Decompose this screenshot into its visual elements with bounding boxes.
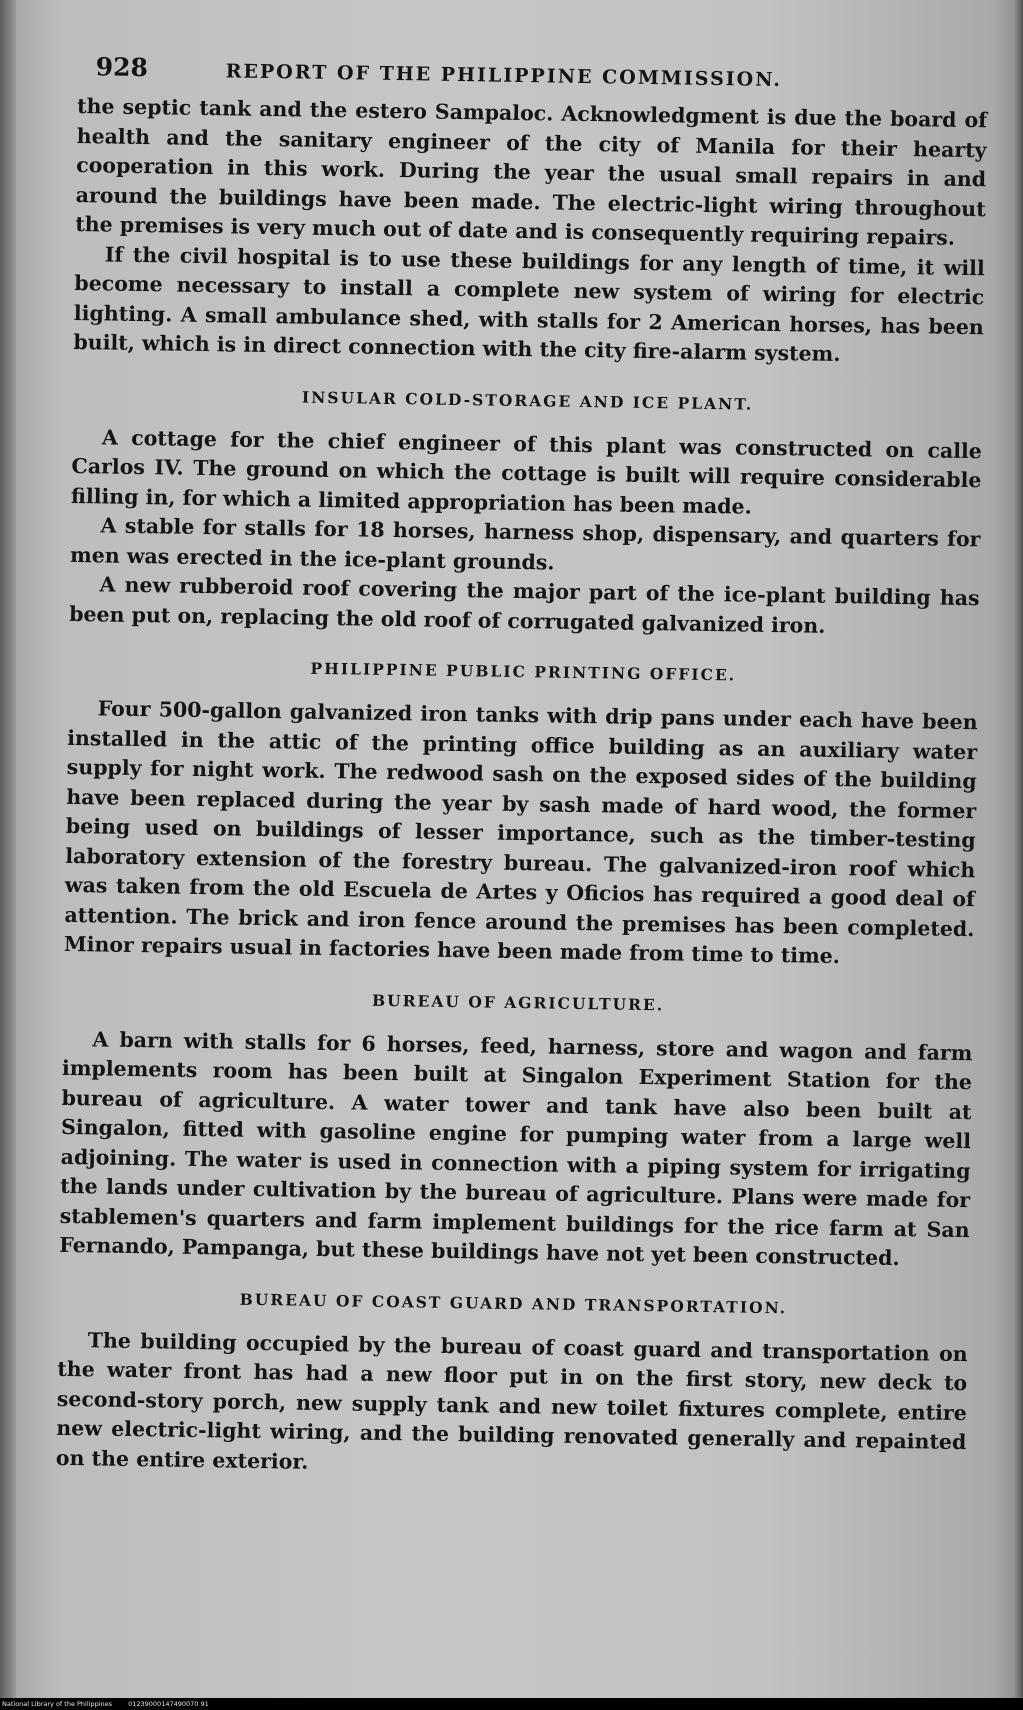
coast-guard-paragraph-1: The building occupied by the bureau of coast guard and transportation on the water front has had a new floor put in on the first story, new deck to second-story porch, new supply tank and new toilet fixtures complete, entire new electric-light wiring, and the building renovated generally and repainted on the entire exterior. xyxy=(55,1327,968,1474)
agriculture-paragraph-1: A barn with stalls for 6 horses, feed, harness, store and wagon and farm implements room has been built at Singalon Experiment Station for the bureau of agriculture. A water tower and tank have also been built at Singalon, fitted with gasoline engine for pumping water from a large well adjoining. The water is used in connection with a piping system for irrigating the lands under cultivation by the bureau of agriculture. Plans were made for stablemen's quarters and farm implement buildings for the rice farm at San Fernando, Pampanga, but these buildings have not yet been constructed. xyxy=(59,1026,973,1271)
intro-paragraph-2: If the civil hospital is to use these buildings for any length of time, it will become necessary to install a complete new system of wiring for electric lighting. A small ambulance shed, with stalls for 2 American horses, has been built, which is in direct connection with the city fire-alarm system. xyxy=(73,241,985,367)
intro-paragraph-1: the septic tank and the estero Sampaloc. Acknowledgment is due the board of health and the sanitary engineer of the city of Manila for their hearty cooperation in this work. During the year the usual small repairs in and around the buildings have been made. The electric-light wiring throughout the premises is very much out of date and is consequently requiring repairs. xyxy=(75,93,988,250)
cold-storage-paragraph-2: A stable for stalls for 18 horses, harness shop, dispensary, and quarters for men was erected in the ice-plant grounds. xyxy=(69,513,981,575)
page-edge-left xyxy=(0,0,16,1698)
footer-library: National Library of the Philippines xyxy=(2,1700,113,1708)
section-heading-cold-storage: INSULAR COLD-STORAGE AND ICE PLANT. xyxy=(301,387,754,414)
footer-code: 01239000147490070 91 xyxy=(128,1700,209,1708)
section-heading-printing: PHILIPPINE PUBLIC PRINTING OFFICE. xyxy=(310,658,737,685)
cold-storage-paragraph-3: A new rubberoid roof covering the major part of the ice-plant building has been put on, replacing the old roof of corrugated galvanized iron. xyxy=(68,572,980,638)
page-number: 928 xyxy=(95,52,149,83)
cold-storage-paragraph-1: A cottage for the chief engineer of this plant was constructed on calle Carlos IV. The ground on which the cottage is built will require considerable filling in, for which a limited appropriation has been made. xyxy=(70,424,983,519)
printing-paragraph-1: Four 500-gallon galvanized iron tanks with drip pans under each have been installed in the attic of the printing office building as an auxiliary water supply for night work. The redwood sash on the exposed sides of the building have been replaced during the year by sash made of hard wood, the former being used on buildings of lesser importance, such as the timber-testing laboratory extension of the forestry bureau. The galvanized-iron roof which was taken from the old Escuela de Artes y Oficios has required a good deal of attention. The brick and iron fence around the premises has been completed. Minor repairs usual in factories have been made from time to time. xyxy=(63,696,978,969)
page-content xyxy=(56,52,1018,1488)
section-heading-agriculture: BUREAU OF AGRICULTURE. xyxy=(371,990,665,1014)
section-heading-coast-guard: BUREAU OF COAST GUARD AND TRANSPORTATION. xyxy=(239,1289,788,1317)
running-title: REPORT OF THE PHILIPPINE COMMISSION. xyxy=(225,60,783,92)
scan-footer xyxy=(0,1698,1023,1710)
